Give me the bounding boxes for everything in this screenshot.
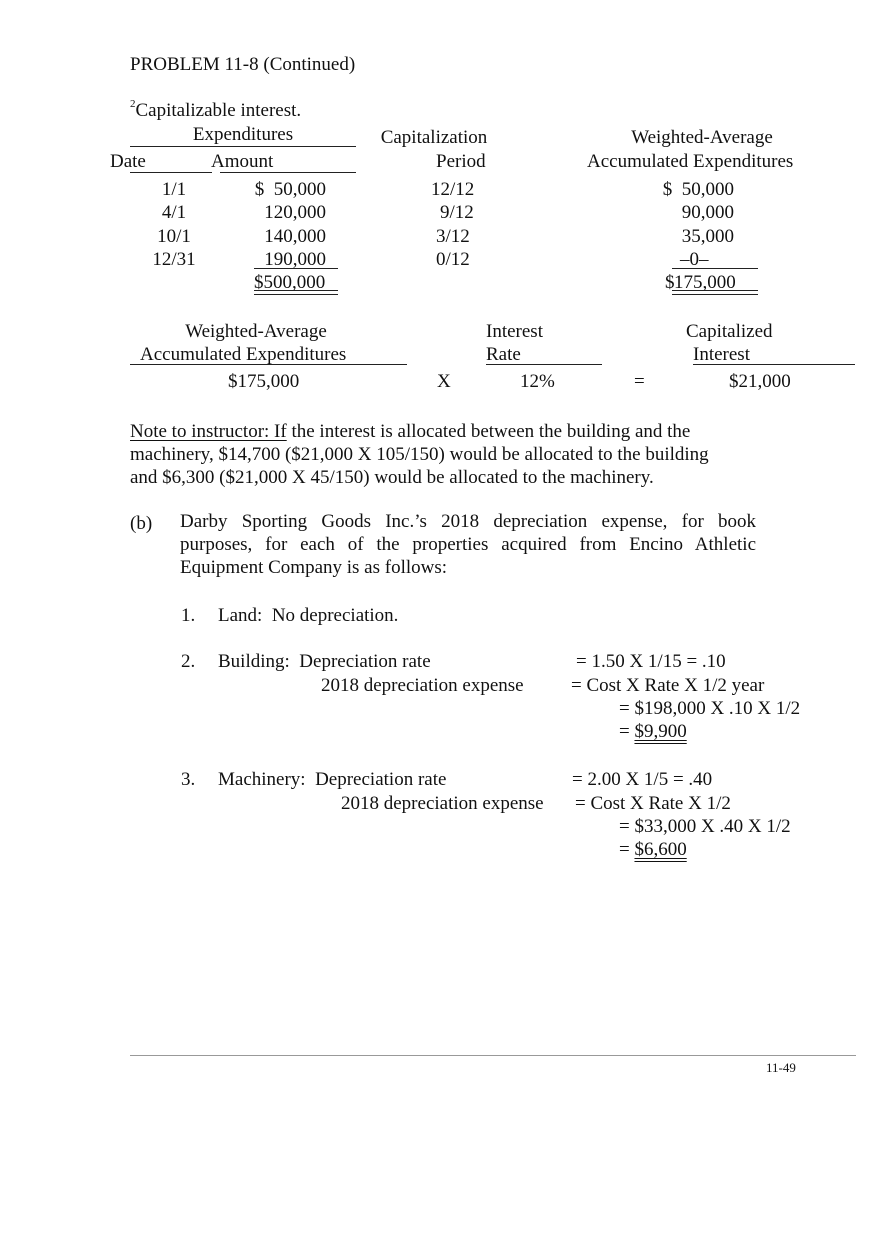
calc-rate-header-2: Rate — [486, 344, 521, 365]
amount-header-rule — [220, 172, 356, 173]
calc-result: $21,000 — [729, 371, 791, 392]
expenditures-header-rule — [130, 146, 356, 147]
calc-rate-header-1: Interest — [486, 321, 543, 342]
row-date: 4/1 — [161, 202, 187, 223]
row-period: 0/12 — [436, 249, 470, 270]
item-number: 2. — [181, 651, 196, 672]
row-amount: $ 50,000 — [254, 179, 326, 200]
row-wa: 35,000 — [681, 226, 734, 247]
machinery-expense-eq-1: = Cost X Rate X 1/2 — [575, 793, 731, 814]
wa-header-1: Weighted-Average — [631, 127, 773, 148]
calc-wa-header-2: Accumulated Expenditures — [140, 344, 347, 365]
building-expense-label: 2018 depreciation expense — [321, 675, 524, 696]
total-amount-double-rule — [254, 290, 338, 295]
row-wa: $ 50,000 — [662, 179, 734, 200]
calc-wa-header-rule — [130, 364, 407, 365]
land-line: Land: No depreciation. — [218, 605, 399, 626]
machinery-expense-eq-prefix: = — [619, 839, 635, 860]
date-header-rule — [130, 172, 212, 173]
machinery-rate-label: Machinery: Depreciation rate — [218, 769, 447, 790]
footer-rule — [130, 1055, 856, 1056]
row-amount: 140,000 — [264, 226, 326, 247]
date-header: Date — [110, 151, 146, 172]
total-wa-dollar: $ — [665, 272, 675, 293]
wa-header-2: Accumulated Expenditures — [587, 151, 794, 172]
amount-subtotal-rule — [254, 268, 338, 269]
cap-period-header-1: Capitalization — [380, 127, 488, 148]
calc-cap-header-1: Capitalized — [686, 321, 773, 342]
building-rate-label: Building: Depreciation rate — [218, 651, 431, 672]
machinery-expense-label: 2018 depreciation expense — [341, 793, 544, 814]
note-line-1 — [130, 422, 690, 441]
total-wa-double-rule — [672, 290, 758, 295]
row-period: 9/12 — [440, 202, 474, 223]
row-date: 12/31 — [152, 249, 196, 270]
row-date: 1/1 — [161, 179, 187, 200]
wa-subtotal-rule — [672, 268, 758, 269]
item-number: 1. — [181, 605, 196, 626]
building-rate-eq: = 1.50 X 1/15 = .10 — [576, 651, 726, 672]
calc-rate-value: 12% — [520, 371, 555, 392]
page-number: 11-49 — [766, 1060, 796, 1075]
calc-cap-header-2: Interest — [693, 344, 750, 365]
machinery-expense-eq-2: = $33,000 X .40 X 1/2 — [619, 816, 791, 837]
building-expense-eq-1: = Cost X Rate X 1/2 year — [571, 675, 765, 696]
calc-cap-header-rule — [693, 364, 855, 365]
note-text-1: the interest is allocated between the building and the — [286, 421, 691, 442]
part-b-label: (b) — [130, 513, 153, 534]
item-number: 3. — [181, 769, 196, 790]
row-period: 3/12 — [436, 226, 470, 247]
row-amount: 190,000 — [264, 249, 326, 270]
calc-wa-value: $175,000 — [228, 371, 300, 392]
amount-header: Amount — [211, 151, 274, 172]
total-amount: $500,000 — [254, 272, 326, 293]
note-label: Note to instructor: If — [130, 421, 287, 442]
capitalizable-heading — [130, 98, 302, 121]
building-expense-eq-3 — [619, 722, 687, 741]
page-title: PROBLEM 11-8 (Continued) — [130, 54, 356, 75]
part-b-paragraph: Darby Sporting Goods Inc.’s 2018 depreciation expense, for book purposes, for each of the properties acquired from Encino Athletic Equipment Company is as follows: — [180, 511, 756, 578]
note-line-2: machinery, $14,700 ($21,000 X 105/150) would be allocated to the building — [130, 444, 709, 465]
capitalizable-heading-text: Capitalizable interest. — [135, 100, 302, 121]
building-expense-eq-2: = $198,000 X .10 X 1/2 — [619, 698, 801, 719]
calc-wa-header-1: Weighted-Average — [185, 321, 327, 342]
building-expense-result: $9,900 — [634, 721, 687, 742]
calc-equals-sign: = — [634, 371, 645, 392]
building-expense-eq-prefix: = — [619, 721, 635, 742]
total-wa: 175,000 — [674, 272, 736, 293]
row-date: 10/1 — [157, 226, 191, 247]
note-line-3: and $6,300 ($21,000 X 45/150) would be allocated to the machinery. — [130, 467, 654, 488]
footnote-mark: 2 — [130, 98, 136, 110]
row-wa: 90,000 — [681, 202, 734, 223]
machinery-rate-eq: = 2.00 X 1/5 = .40 — [572, 769, 713, 790]
cap-period-header-2: Period — [436, 151, 486, 172]
calc-times-sign: X — [437, 371, 451, 392]
row-period: 12/12 — [431, 179, 475, 200]
machinery-expense-result: $6,600 — [634, 839, 687, 860]
row-amount: 120,000 — [264, 202, 326, 223]
expenditures-header: Expenditures — [192, 124, 294, 145]
machinery-expense-eq-3 — [619, 840, 687, 859]
row-wa: –0– — [680, 249, 709, 270]
calc-rate-header-rule — [486, 364, 602, 365]
